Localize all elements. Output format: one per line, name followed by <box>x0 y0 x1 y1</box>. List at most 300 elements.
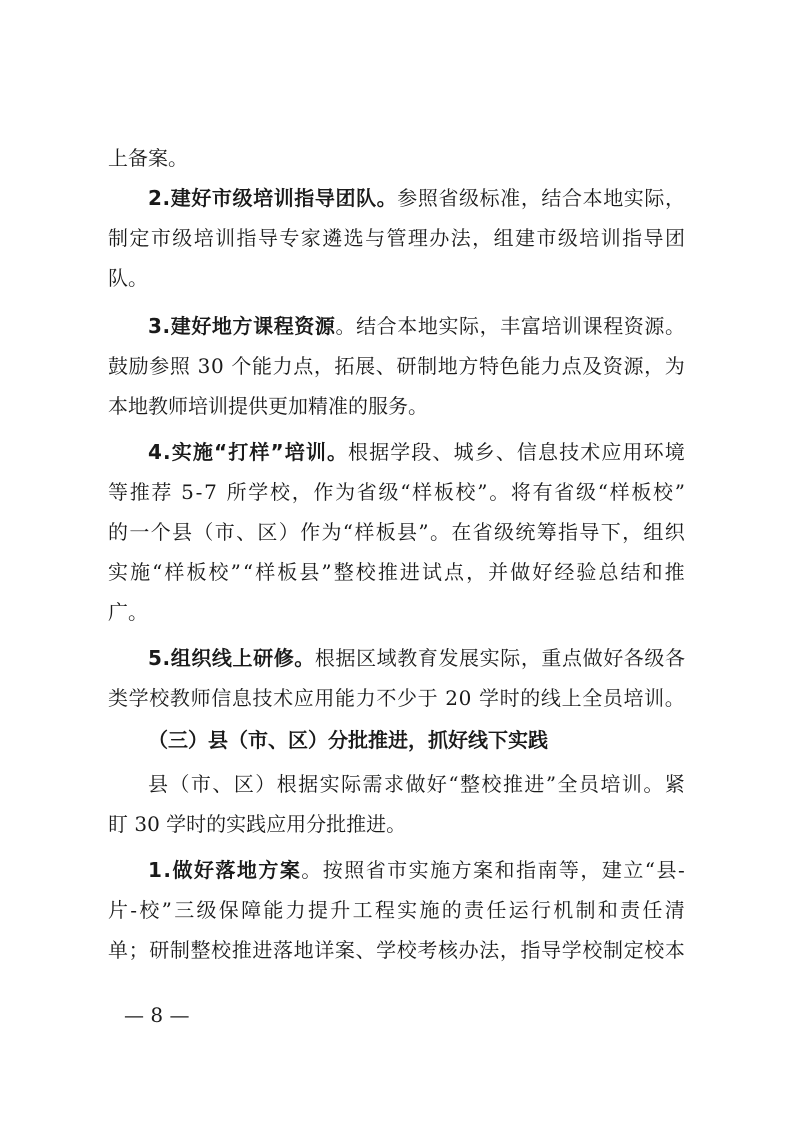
heading-glyph: 培 <box>253 186 274 210</box>
text-glyph: 际 <box>500 646 521 670</box>
text-glyph: 个 <box>231 354 252 378</box>
text-glyph: 的 <box>441 898 462 922</box>
text-glyph: 员 <box>578 772 599 796</box>
heading-glyph: 好 <box>191 186 212 210</box>
text-glyph: 求 <box>383 772 404 796</box>
text-glyph: 地 <box>437 354 458 378</box>
text-glyph: 级 <box>459 186 480 210</box>
text-glyph: 专 <box>279 226 300 250</box>
heading-glyph: 施 <box>192 440 213 464</box>
text-glyph: 实 <box>108 560 128 584</box>
text-line <box>0 932 793 968</box>
text-glyph: 运 <box>508 898 529 922</box>
text-glyph: 据 <box>369 440 390 464</box>
text-glyph: 合 <box>562 186 582 210</box>
text-glyph: 指 <box>558 520 579 544</box>
text-glyph: 推 <box>231 938 252 962</box>
text-glyph: 校 <box>149 686 170 710</box>
text-glyph: 训 <box>621 772 642 796</box>
text-glyph: 省 <box>554 480 575 504</box>
text-glyph: 县 <box>656 858 677 882</box>
text-glyph: 全 <box>582 686 603 710</box>
text-glyph: 组 <box>493 226 514 250</box>
text-glyph: ， <box>479 314 500 338</box>
text-glyph: 资 <box>602 354 623 378</box>
text-glyph: 、 <box>495 440 516 464</box>
text-line <box>0 434 793 470</box>
text-glyph: - <box>677 858 685 882</box>
text-glyph: 样 <box>609 480 630 504</box>
text-glyph: 术 <box>273 686 294 710</box>
text-glyph: ， <box>466 560 487 584</box>
text-glyph: 展 <box>459 646 480 670</box>
heading-glyph: 训 <box>305 440 326 464</box>
heading-glyph: 课 <box>253 314 274 338</box>
text-glyph: 校 <box>582 938 603 962</box>
text-glyph: 行 <box>530 898 551 922</box>
text-glyph: 段 <box>411 440 432 464</box>
text-line <box>0 308 793 344</box>
text-glyph: 培 <box>623 686 644 710</box>
text-glyph: 乡 <box>474 440 495 464</box>
text-line <box>0 892 793 928</box>
text-glyph: 。 <box>643 772 664 796</box>
text-glyph: 结 <box>620 560 641 584</box>
text-glyph: 、 <box>355 938 376 962</box>
heading-glyph: 修 <box>273 646 294 670</box>
text-glyph: ” <box>674 480 685 504</box>
text-glyph: 验 <box>576 560 597 584</box>
text-glyph: 指 <box>515 858 536 882</box>
text-glyph: 点 <box>562 646 582 670</box>
text-glyph: 、 <box>375 354 396 378</box>
text-glyph: 育 <box>417 646 438 670</box>
text-glyph: 0 <box>458 686 472 710</box>
text-glyph: 南 <box>537 858 558 882</box>
text-line <box>0 766 793 802</box>
text-glyph: 制 <box>603 938 623 962</box>
heading-glyph: 5 <box>148 646 162 670</box>
text-glyph: 办 <box>458 938 479 962</box>
text-glyph: 力 <box>285 898 306 922</box>
text-glyph: 试 <box>421 560 442 584</box>
text-glyph: 区 <box>233 772 254 796</box>
text-line <box>0 140 793 176</box>
text-glyph: “ <box>342 520 354 544</box>
text-glyph: 考 <box>417 938 438 962</box>
text-glyph: 统 <box>515 520 536 544</box>
text-glyph: 学 <box>376 938 397 962</box>
text-glyph: 推 <box>129 480 150 504</box>
text-glyph: 不 <box>376 686 397 710</box>
section-heading: （三）县（市、区）分批推进，抓好线下实践 <box>148 728 548 752</box>
text-glyph: 校 <box>644 938 665 962</box>
text-glyph: 样 <box>412 480 433 504</box>
text-segment: 本地教师培训提供更加精准的服务。 <box>108 394 428 418</box>
text-glyph: 7 <box>204 480 217 504</box>
text-glyph: ” <box>230 560 241 584</box>
text-glyph: 立 <box>623 858 644 882</box>
text-glyph: 能 <box>251 354 272 378</box>
text-glyph: 单 <box>108 938 128 962</box>
text-glyph: 选 <box>343 226 364 250</box>
text-line <box>0 514 793 550</box>
heading-glyph: . <box>162 646 171 670</box>
text-glyph: 照 <box>169 354 190 378</box>
text-glyph: 能 <box>520 354 541 378</box>
text-glyph: ” <box>161 898 172 922</box>
text-glyph: 制 <box>169 938 190 962</box>
text-glyph: 市 <box>536 226 557 250</box>
text-glyph: 据 <box>298 772 319 796</box>
text-glyph: 板 <box>433 480 454 504</box>
text-glyph: 建 <box>601 858 622 882</box>
text-glyph: 用 <box>622 440 643 464</box>
text-glyph: 息 <box>538 440 559 464</box>
heading-glyph: 建 <box>170 186 191 210</box>
text-line <box>0 594 793 630</box>
text-glyph: 实 <box>319 772 340 796</box>
text-glyph: 根 <box>276 772 297 796</box>
text-glyph: 信 <box>516 440 537 464</box>
heading-glyph: 组 <box>170 646 191 670</box>
text-glyph: 校 <box>653 480 674 504</box>
text-glyph: 学 <box>248 480 269 504</box>
text-glyph: 际 <box>341 772 362 796</box>
heading-glyph: . <box>162 314 171 338</box>
heading-glyph: . <box>163 858 171 882</box>
text-line <box>0 348 793 384</box>
text-glyph: 整 <box>190 938 211 962</box>
text-glyph: 为 <box>335 480 356 504</box>
text-glyph: 线 <box>540 686 561 710</box>
text-glyph: 本 <box>582 186 603 210</box>
text-glyph: 实 <box>479 646 500 670</box>
text-glyph: 市 <box>150 226 171 250</box>
text-glyph: 应 <box>293 686 314 710</box>
text-glyph: 力 <box>540 354 561 378</box>
text-glyph: ” <box>321 560 332 584</box>
text-glyph: 导 <box>643 226 664 250</box>
text-glyph: ） <box>255 772 276 796</box>
text-glyph: 色 <box>499 354 520 378</box>
text-glyph: 等 <box>558 858 579 882</box>
text-line <box>0 722 793 758</box>
text-glyph: 个 <box>150 520 171 544</box>
text-glyph: 培 <box>579 226 600 250</box>
text-glyph: 全 <box>557 772 578 796</box>
text-glyph: 指 <box>236 226 257 250</box>
text-glyph: 应 <box>601 440 622 464</box>
text-glyph: 校 <box>208 560 229 584</box>
text-glyph: 根 <box>314 646 335 670</box>
heading-glyph: 方 <box>232 314 253 338</box>
text-glyph: 法 <box>450 226 471 250</box>
text-glyph: 级 <box>196 898 217 922</box>
text-glyph: 上 <box>561 686 582 710</box>
text-glyph: 息 <box>231 686 252 710</box>
text-glyph: 省 <box>438 186 459 210</box>
text-glyph: 点 <box>444 560 464 584</box>
heading-glyph: 上 <box>232 646 253 670</box>
text-glyph: ， <box>520 186 541 210</box>
text-glyph: 区 <box>356 646 377 670</box>
text-glyph: 术 <box>580 440 601 464</box>
heading-glyph: 地 <box>211 314 232 338</box>
text-glyph: 用 <box>314 686 335 710</box>
text-glyph: 障 <box>241 898 262 922</box>
text-glyph: 少 <box>396 686 417 710</box>
text-glyph: 导 <box>541 938 562 962</box>
text-glyph: 管 <box>386 226 407 250</box>
text-glyph: 训 <box>600 226 621 250</box>
text-glyph <box>438 680 444 716</box>
text-glyph: ， <box>622 520 643 544</box>
text-glyph: 师 <box>190 686 211 710</box>
heading-glyph: 培 <box>284 440 305 464</box>
text-glyph: 方 <box>451 858 472 882</box>
text-glyph: 。 <box>664 686 685 710</box>
text-glyph: 2 <box>445 686 458 710</box>
heading-glyph: 样 <box>249 440 270 464</box>
text-glyph: 好 <box>603 646 624 670</box>
text-glyph: 好 <box>426 772 447 796</box>
text-glyph: 落 <box>273 938 293 962</box>
text-glyph: ， <box>499 938 520 962</box>
text-glyph: 研 <box>149 938 170 962</box>
text-glyph: 拓 <box>334 354 355 378</box>
text-line <box>0 474 793 510</box>
text-glyph: 作 <box>313 480 334 504</box>
text-glyph: 学 <box>479 686 499 710</box>
text-glyph: 训 <box>215 226 236 250</box>
text-line <box>0 680 793 716</box>
heading-glyph: 做 <box>172 858 193 882</box>
text-glyph: 照 <box>417 186 438 210</box>
text-glyph: 训 <box>562 314 582 338</box>
text-glyph: 任 <box>642 898 663 922</box>
text-glyph: 学 <box>390 440 411 464</box>
heading-glyph: 好 <box>193 858 214 882</box>
text-glyph: 域 <box>376 646 397 670</box>
text-glyph: 提 <box>307 898 328 922</box>
text-glyph: 指 <box>622 226 643 250</box>
heading-glyph: 好 <box>191 314 212 338</box>
text-glyph: 源 <box>623 354 644 378</box>
text-glyph: （ <box>193 520 214 544</box>
heading-glyph: 打 <box>228 440 249 464</box>
text-glyph: 省 <box>472 520 493 544</box>
text-glyph: 织 <box>664 520 685 544</box>
text-glyph: 实 <box>623 186 644 210</box>
heading-glyph: “ <box>213 440 228 464</box>
text-glyph: 制 <box>417 354 438 378</box>
text-glyph: “ <box>152 560 163 584</box>
text-glyph: 指 <box>520 938 541 962</box>
heading-glyph: 地 <box>236 858 257 882</box>
text-glyph: 办 <box>429 226 450 250</box>
text-line <box>0 260 793 296</box>
text-glyph: 培 <box>541 314 562 338</box>
text-glyph: 样 <box>164 560 185 584</box>
text-glyph: 样 <box>255 560 276 584</box>
text-glyph: 校 <box>396 938 417 962</box>
text-glyph: 校 <box>355 560 376 584</box>
text-glyph: 级 <box>644 646 665 670</box>
text-glyph: 区 <box>257 520 278 544</box>
text-glyph: 结 <box>356 314 377 338</box>
text-glyph: 方 <box>458 354 479 378</box>
text-glyph: 0 <box>210 354 224 378</box>
heading-glyph: 源 <box>314 314 335 338</box>
text-glyph: 和 <box>642 560 663 584</box>
text-glyph: 有 <box>532 480 553 504</box>
text-glyph: “ <box>242 560 254 584</box>
text-glyph: 整 <box>333 560 354 584</box>
text-glyph: 定 <box>623 938 644 962</box>
text-glyph: 本 <box>664 938 685 962</box>
text-glyph: 样 <box>354 520 375 544</box>
heading-glyph: 2 <box>148 186 162 210</box>
text-glyph: 信 <box>211 686 232 710</box>
text-glyph: 点 <box>293 354 314 378</box>
text-glyph: 励 <box>128 354 149 378</box>
text-glyph: 进 <box>524 772 545 796</box>
heading-glyph: ” <box>270 440 284 464</box>
text-glyph: “ <box>644 858 656 882</box>
heading-glyph: 团 <box>335 186 356 210</box>
text-glyph: 需 <box>362 772 383 796</box>
text-glyph: ， <box>520 646 541 670</box>
text-glyph: 各 <box>664 646 685 670</box>
text-glyph: 省 <box>356 480 377 504</box>
text-glyph: 力 <box>355 686 376 710</box>
text-glyph: 荐 <box>151 480 172 504</box>
text-glyph: - <box>130 898 138 922</box>
text-glyph: 实 <box>408 858 429 882</box>
text-glyph: 际 <box>644 186 665 210</box>
text-glyph <box>219 474 225 510</box>
text-glyph: 做 <box>582 646 603 670</box>
text-glyph: ” <box>418 520 429 544</box>
text-glyph: 学 <box>561 938 582 962</box>
text-glyph: 责 <box>620 898 641 922</box>
text-glyph: 作 <box>300 520 321 544</box>
text-glyph: 。 <box>664 314 685 338</box>
text-glyph: 定 <box>129 226 150 250</box>
text-glyph: 施 <box>419 898 440 922</box>
text-glyph: 省 <box>365 858 386 882</box>
text-glyph: ， <box>313 354 334 378</box>
text-glyph: 源 <box>644 314 665 338</box>
text-glyph: 发 <box>438 646 459 670</box>
text-glyph: 工 <box>352 898 373 922</box>
text-glyph: 制 <box>108 226 128 250</box>
text-glyph: - <box>195 480 203 504</box>
text-glyph: 培 <box>600 772 621 796</box>
heading-glyph: . <box>162 186 171 210</box>
text-glyph: 按 <box>322 858 343 882</box>
text-glyph: 校 <box>211 938 232 962</box>
text-glyph: 推 <box>502 772 523 796</box>
text-glyph: 5 <box>181 480 194 504</box>
text-glyph: 参 <box>397 186 418 210</box>
text-glyph: 地 <box>417 314 438 338</box>
text-glyph: 照 <box>344 858 365 882</box>
text-glyph: 进 <box>252 938 273 962</box>
text-glyph: 案 <box>334 938 355 962</box>
text-glyph: 培 <box>193 226 214 250</box>
text-glyph: 板 <box>277 560 298 584</box>
heading-glyph: 指 <box>294 186 315 210</box>
text-glyph: 参 <box>149 354 170 378</box>
text-glyph: 、 <box>236 520 257 544</box>
text-line <box>0 220 793 256</box>
text-segment: 广。 <box>108 600 148 624</box>
text-glyph: ， <box>664 186 685 210</box>
text-line <box>0 554 793 590</box>
heading-glyph: 市 <box>211 186 232 210</box>
text-glyph: ， <box>580 858 601 882</box>
heading-glyph: 资 <box>294 314 315 338</box>
text-glyph: 家 <box>300 226 321 250</box>
text-glyph: 鼓 <box>108 354 128 378</box>
heading-glyph: 研 <box>253 646 274 670</box>
text-glyph: 级 <box>557 226 578 250</box>
heading-glyph: 建 <box>170 314 191 338</box>
text-glyph: 县 <box>299 560 320 584</box>
text-glyph: 施 <box>430 858 451 882</box>
text-glyph: ” <box>477 480 488 504</box>
text-glyph: 程 <box>374 898 395 922</box>
text-glyph: 资 <box>623 314 644 338</box>
text-glyph: 团 <box>664 226 685 250</box>
text-glyph: 遴 <box>322 226 343 250</box>
heading-glyph: 。 <box>326 440 347 464</box>
text-glyph: “ <box>448 772 459 796</box>
text-glyph: 为 <box>664 354 685 378</box>
text-segment: 盯 30 学时的实践应用分批推进。 <box>108 812 407 836</box>
text-glyph: 好 <box>532 560 553 584</box>
heading-glyph: 线 <box>211 646 232 670</box>
text-glyph: “ <box>400 480 411 504</box>
text-glyph: ， <box>472 226 493 250</box>
text-glyph: “ <box>597 480 608 504</box>
text-glyph: ” <box>545 772 557 796</box>
heading-glyph: 实 <box>171 440 192 464</box>
heading-glyph: 导 <box>314 186 335 210</box>
text-glyph: 市 <box>387 858 408 882</box>
text-line <box>0 852 793 888</box>
text-line <box>0 180 793 216</box>
text-glyph: 所 <box>226 480 247 504</box>
text-glyph: 一 <box>129 520 150 544</box>
text-glyph: 及 <box>582 354 603 378</box>
text-glyph: 并 <box>488 560 509 584</box>
text-glyph: 制 <box>575 898 596 922</box>
text-glyph: 保 <box>218 898 239 922</box>
text-glyph: 三 <box>174 898 195 922</box>
text-glyph <box>173 474 179 510</box>
text-glyph: 紧 <box>664 772 685 796</box>
text-glyph: 特 <box>479 354 499 378</box>
text-glyph: 总 <box>598 560 619 584</box>
text-glyph: 板 <box>631 480 652 504</box>
text-glyph: 板 <box>186 560 207 584</box>
text-glyph: 片 <box>108 898 128 922</box>
text-glyph: 筹 <box>536 520 557 544</box>
text-line <box>0 806 793 842</box>
